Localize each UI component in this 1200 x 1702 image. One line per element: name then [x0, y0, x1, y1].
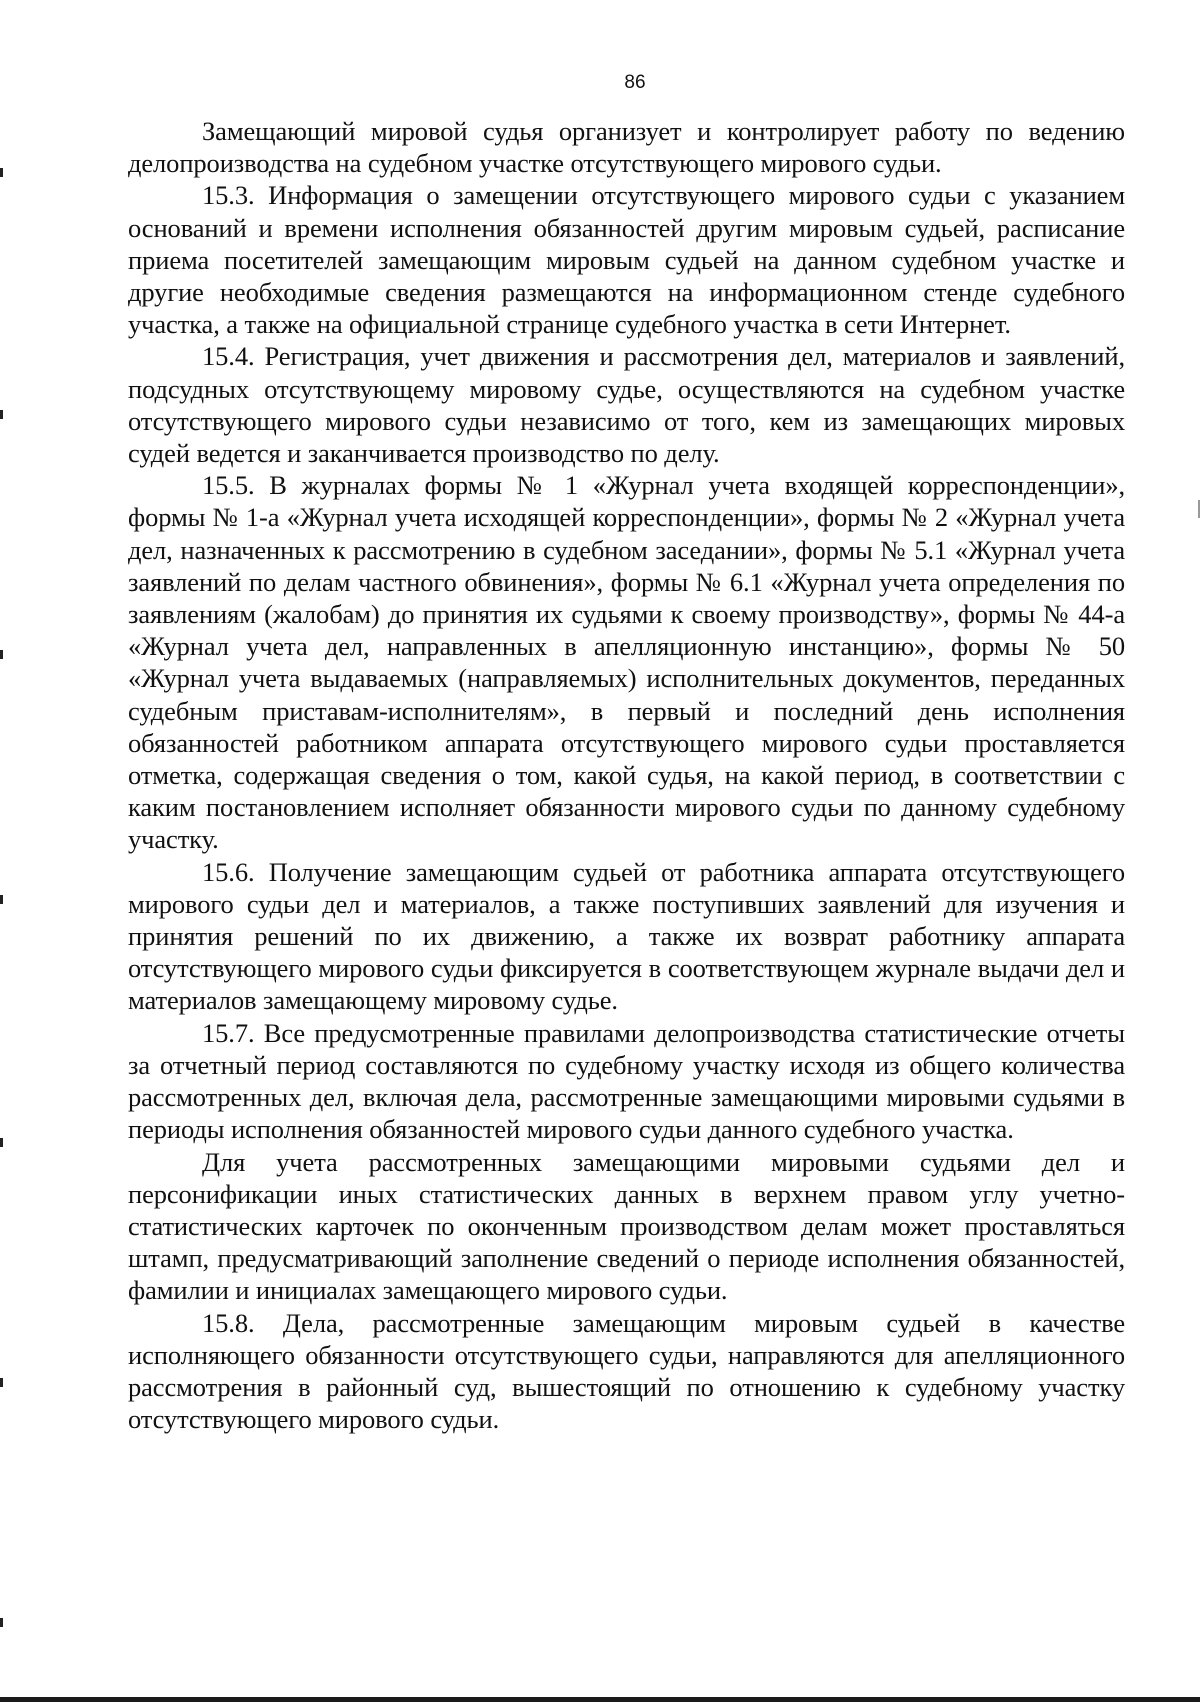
scan-margin-mark	[0, 1378, 3, 1387]
scan-margin-mark	[0, 895, 3, 904]
scan-margin-mark	[0, 168, 3, 177]
paragraph-substitute-judge-duties: Замещающий мировой судья организует и контролирует работу по ведению делопроизводства на судебном участке отсутствующего мирового судьи.	[128, 116, 1125, 179]
document-body	[128, 115, 1125, 1435]
scan-margin-mark	[0, 1138, 3, 1147]
paragraph-15-6: 15.6. Получение замещающим судьей от работника аппарата отсутствующего мирового судьи дел и материалов, а также поступивших заявлений для изучения и принятия решений по их движению, а также их возврат работнику аппарата отсутствующего мирового судьи фиксируется в соответствующем журнале выдачи дел и материалов замещающему мировому судье.	[128, 856, 1125, 1016]
scan-bottom-edge	[0, 1697, 1200, 1702]
paragraph-stamp-note: Для учета рассмотренных замещающими мировыми судьями дел и персонификации иных статистических данных в верхнем правом углу учетно-статистических карточек по оконченным производством делам может проставляться штамп, предусматривающий заполнение сведений о периоде исполнения обязанностей, фамилии и инициалах замещающего мирового судьи.	[128, 1146, 1125, 1306]
paragraph-15-5: 15.5. В журналах формы № 1 «Журнал учета входящей корреспонденции», формы № 1-а «Журнал учета исходящей корреспонденции», формы № 2 «Журнал учета дел, назначенных к рассмотрению в судебном заседании», формы № 5.1 «Журнал учета заявлений по делам частного обвинения», формы № 6.1 «Журнал учета определения по заявлениям (жалобам) до принятия их судьями к своему производству», формы № 44-а «Журнал учета дел, направленных в апелляционную инстанцию», формы № 50 «Журнал учета выдаваемых (направляемых) исполнительных документов, переданных судебным приставам-исполнителям», в первый и последний день исполнения обязанностей работником аппарата отсутствующего мирового судьи проставляется отметка, содержащая сведения о том, какой судья, на какой период, в соответствии с каким постановлением исполняет обязанности мирового судьи по данному судебному участку.	[128, 470, 1125, 855]
paragraph-15-7: 15.7. Все предусмотренные правилами делопроизводства статистические отчеты за отчетный период составляются по судебному участку исходя из общего количества рассмотренных дел, включая дела, рассмотренные замещающими мировыми судьями в периоды исполнения обязанностей мирового судьи данного судебного участка.	[128, 1017, 1125, 1145]
page-number: 86	[624, 72, 646, 93]
paragraph-15-8: 15.8. Дела, рассмотренные замещающим мировым судьей в качестве исполняющего обязанности отсутствующего судьи, направляются для апелляционного рассмотрения в районный суд, вышестоящий по отношению к судебному участку отсутствующего мирового судьи.	[128, 1307, 1125, 1435]
paragraph-15-4: 15.4. Регистрация, учет движения и рассмотрения дел, материалов и заявлений, подсудных отсутствующему мировому судье, осуществляются на судебном участке отсутствующего мирового судьи независимо от того, кем из замещающих мировых судей ведется и заканчивается производство по делу.	[128, 341, 1125, 469]
scan-margin-mark	[0, 410, 3, 419]
scan-margin-mark	[0, 1618, 3, 1627]
scan-margin-mark	[0, 650, 3, 659]
paragraph-15-3: 15.3. Информация о замещении отсутствующего мирового судьи с указанием оснований и времени исполнения обязанностей другим мировым судьей, расписание приема посетителей замещающим мировым судьей на данном судебном участке и другие необходимые сведения размещаются на информационном стенде судебного участка, а также на официальной странице судебного участка в сети Интернет.	[128, 180, 1125, 340]
